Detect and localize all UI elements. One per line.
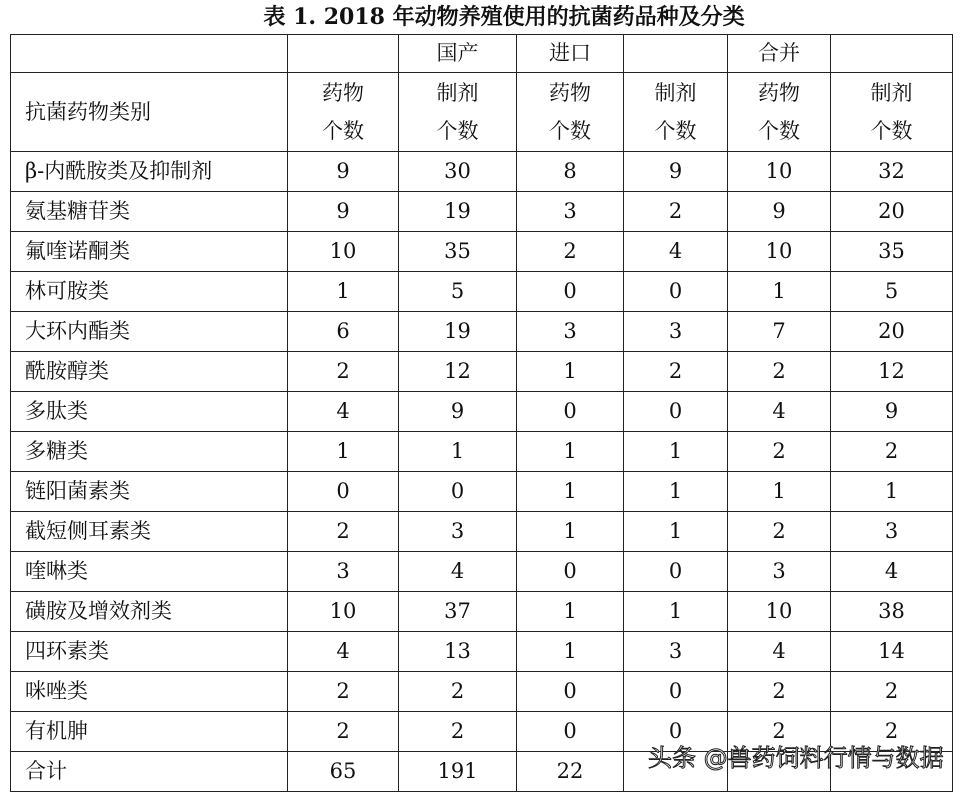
value-cell: 2 [288,672,399,712]
category-cell: 氨基糖苷类 [11,192,288,232]
value-cell: 2 [399,712,517,752]
value-cell: 0 [624,552,728,592]
header-group-cell [288,35,399,73]
header-col-line: 药物 [758,81,800,105]
value-cell: 1 [624,472,728,512]
value-cell: 38 [831,592,953,632]
table-row [11,592,953,632]
category-cell: β-内酰胺类及抑制剂 [11,152,288,192]
value-cell: 10 [288,592,399,632]
value-cell: 1 [399,432,517,472]
header-col-line: 制剂 [870,81,913,105]
value-cell: 2 [624,192,728,232]
category-cell: 多糖类 [11,432,288,472]
value-cell: 1 [517,432,624,472]
header-col [728,73,831,152]
value-cell: 2 [728,432,831,472]
value-cell: 1 [288,432,399,472]
value-cell: 9 [624,152,728,192]
value-cell: 0 [517,272,624,312]
value-cell: 2 [831,672,953,712]
value-cell: 65 [288,752,399,792]
value-cell: 4 [288,632,399,672]
value-cell: 10 [728,152,831,192]
value-cell: 8 [517,152,624,192]
value-cell: 12 [831,352,953,392]
value-cell: 4 [728,392,831,432]
value-cell: 0 [288,472,399,512]
value-cell: 1 [831,472,953,512]
value-cell: 2 [624,352,728,392]
value-cell: 2 [728,512,831,552]
header-group-cell [831,35,953,73]
value-cell: 3 [624,632,728,672]
value-cell: 3 [288,552,399,592]
value-cell: 2 [728,712,831,752]
header-col [399,73,517,152]
table-row [11,232,953,272]
value-cell: 1 [728,272,831,312]
table-row [11,432,953,472]
table-row [11,152,953,192]
table-row [11,672,953,712]
header-col [288,73,399,152]
value-cell: 3 [517,192,624,232]
value-cell: 30 [399,152,517,192]
value-cell: 1 [517,352,624,392]
header-category: 抗菌药物类别 [11,73,288,152]
value-cell: 3 [728,552,831,592]
header-group-cell: 合并 [728,35,831,73]
table-row [11,472,953,512]
value-cell: 20 [831,312,953,352]
header-col-line: 个数 [322,119,364,143]
category-cell: 四环素类 [11,632,288,672]
value-cell: 3 [517,312,624,352]
value-cell: 9 [728,192,831,232]
header-col-line: 个数 [758,119,800,143]
value-cell: 12 [399,352,517,392]
table-row [11,352,953,392]
value-cell: 4 [399,552,517,592]
header-group-cell: 进口 [517,35,624,73]
value-cell: 0 [624,672,728,712]
table-row [11,632,953,672]
header-col-line: 药物 [322,81,364,105]
value-cell: 0 [517,672,624,712]
value-cell: 2 [517,232,624,272]
value-cell: 0 [399,472,517,512]
value-cell: 0 [517,712,624,752]
table-row [11,272,953,312]
value-cell: 13 [399,632,517,672]
value-cell: 20 [831,192,953,232]
header-group-cell: 国产 [399,35,517,73]
header-col-line: 制剂 [654,81,697,105]
value-cell: 191 [399,752,517,792]
value-cell: 35 [399,232,517,272]
category-cell: 咪唑类 [11,672,288,712]
table-row [11,312,953,352]
value-cell: 19 [399,312,517,352]
value-cell: 1 [624,432,728,472]
value-cell: 2 [288,512,399,552]
value-cell: 1 [517,592,624,632]
value-cell: 9 [288,152,399,192]
value-cell: 4 [831,552,953,592]
table-row [11,512,953,552]
value-cell: 1 [624,592,728,632]
value-cell: 37 [399,592,517,632]
category-cell: 氟喹诺酮类 [11,232,288,272]
value-cell: 2 [831,432,953,472]
value-cell: 3 [624,312,728,352]
header-group-row [11,35,953,73]
value-cell: 32 [831,152,953,192]
category-cell: 多肽类 [11,392,288,432]
value-cell: 2 [728,672,831,712]
value-cell: 22 [517,752,624,792]
value-cell: 7 [728,312,831,352]
category-cell: 链阳菌素类 [11,472,288,512]
value-cell: 14 [831,632,953,672]
header-row [11,73,953,152]
value-cell: 2 [728,352,831,392]
header-col-line: 药物 [549,81,591,105]
category-cell: 酰胺醇类 [11,352,288,392]
antibacterial-table [10,34,953,792]
category-cell: 林可胺类 [11,272,288,312]
watermark: 头条 @兽药饲料行情与数据 [648,744,944,772]
value-cell: 3 [399,512,517,552]
category-cell: 有机胂 [11,712,288,752]
header-col [831,73,953,152]
value-cell: 1 [517,472,624,512]
value-cell: 5 [831,272,953,312]
table-title: 表 1. 2018 年动物养殖使用的抗菌药品种及分类 [263,4,745,30]
header-col-line: 个数 [654,119,697,143]
category-cell: 喹啉类 [11,552,288,592]
header-col-line: 个数 [870,119,913,143]
value-cell: 1 [517,632,624,672]
value-cell: 9 [831,392,953,432]
header-group-cell [624,35,728,73]
value-cell: 10 [728,592,831,632]
value-cell: 0 [624,392,728,432]
category-cell: 磺胺及增效剂类 [11,592,288,632]
value-cell: 2 [288,352,399,392]
value-cell: 19 [399,192,517,232]
value-cell: 1 [517,512,624,552]
value-cell: 4 [288,392,399,432]
header-col-line: 制剂 [436,81,479,105]
value-cell: 3 [831,512,953,552]
value-cell: 2 [831,712,953,752]
value-cell: 1 [728,472,831,512]
category-cell: 截短侧耳素类 [11,512,288,552]
value-cell: 1 [288,272,399,312]
value-cell: 4 [728,632,831,672]
table-row [11,392,953,432]
value-cell: 5 [399,272,517,312]
table-row [11,552,953,592]
value-cell: 2 [399,672,517,712]
header-col [517,73,624,152]
table-row [11,192,953,232]
value-cell: 6 [288,312,399,352]
category-cell: 大环内酯类 [11,312,288,352]
category-cell: 合计 [11,752,288,792]
value-cell: 10 [728,232,831,272]
value-cell: 9 [399,392,517,432]
header-col-line: 个数 [436,119,479,143]
value-cell: 0 [517,552,624,592]
value-cell: 4 [624,232,728,272]
value-cell: 0 [624,272,728,312]
header-col [624,73,728,152]
header-col-line: 个数 [549,119,591,143]
value-cell: 2 [288,712,399,752]
value-cell: 0 [624,712,728,752]
value-cell: 1 [624,512,728,552]
value-cell: 10 [288,232,399,272]
value-cell: 0 [517,392,624,432]
header-group-cell [11,35,288,73]
value-cell: 35 [831,232,953,272]
value-cell: 9 [288,192,399,232]
